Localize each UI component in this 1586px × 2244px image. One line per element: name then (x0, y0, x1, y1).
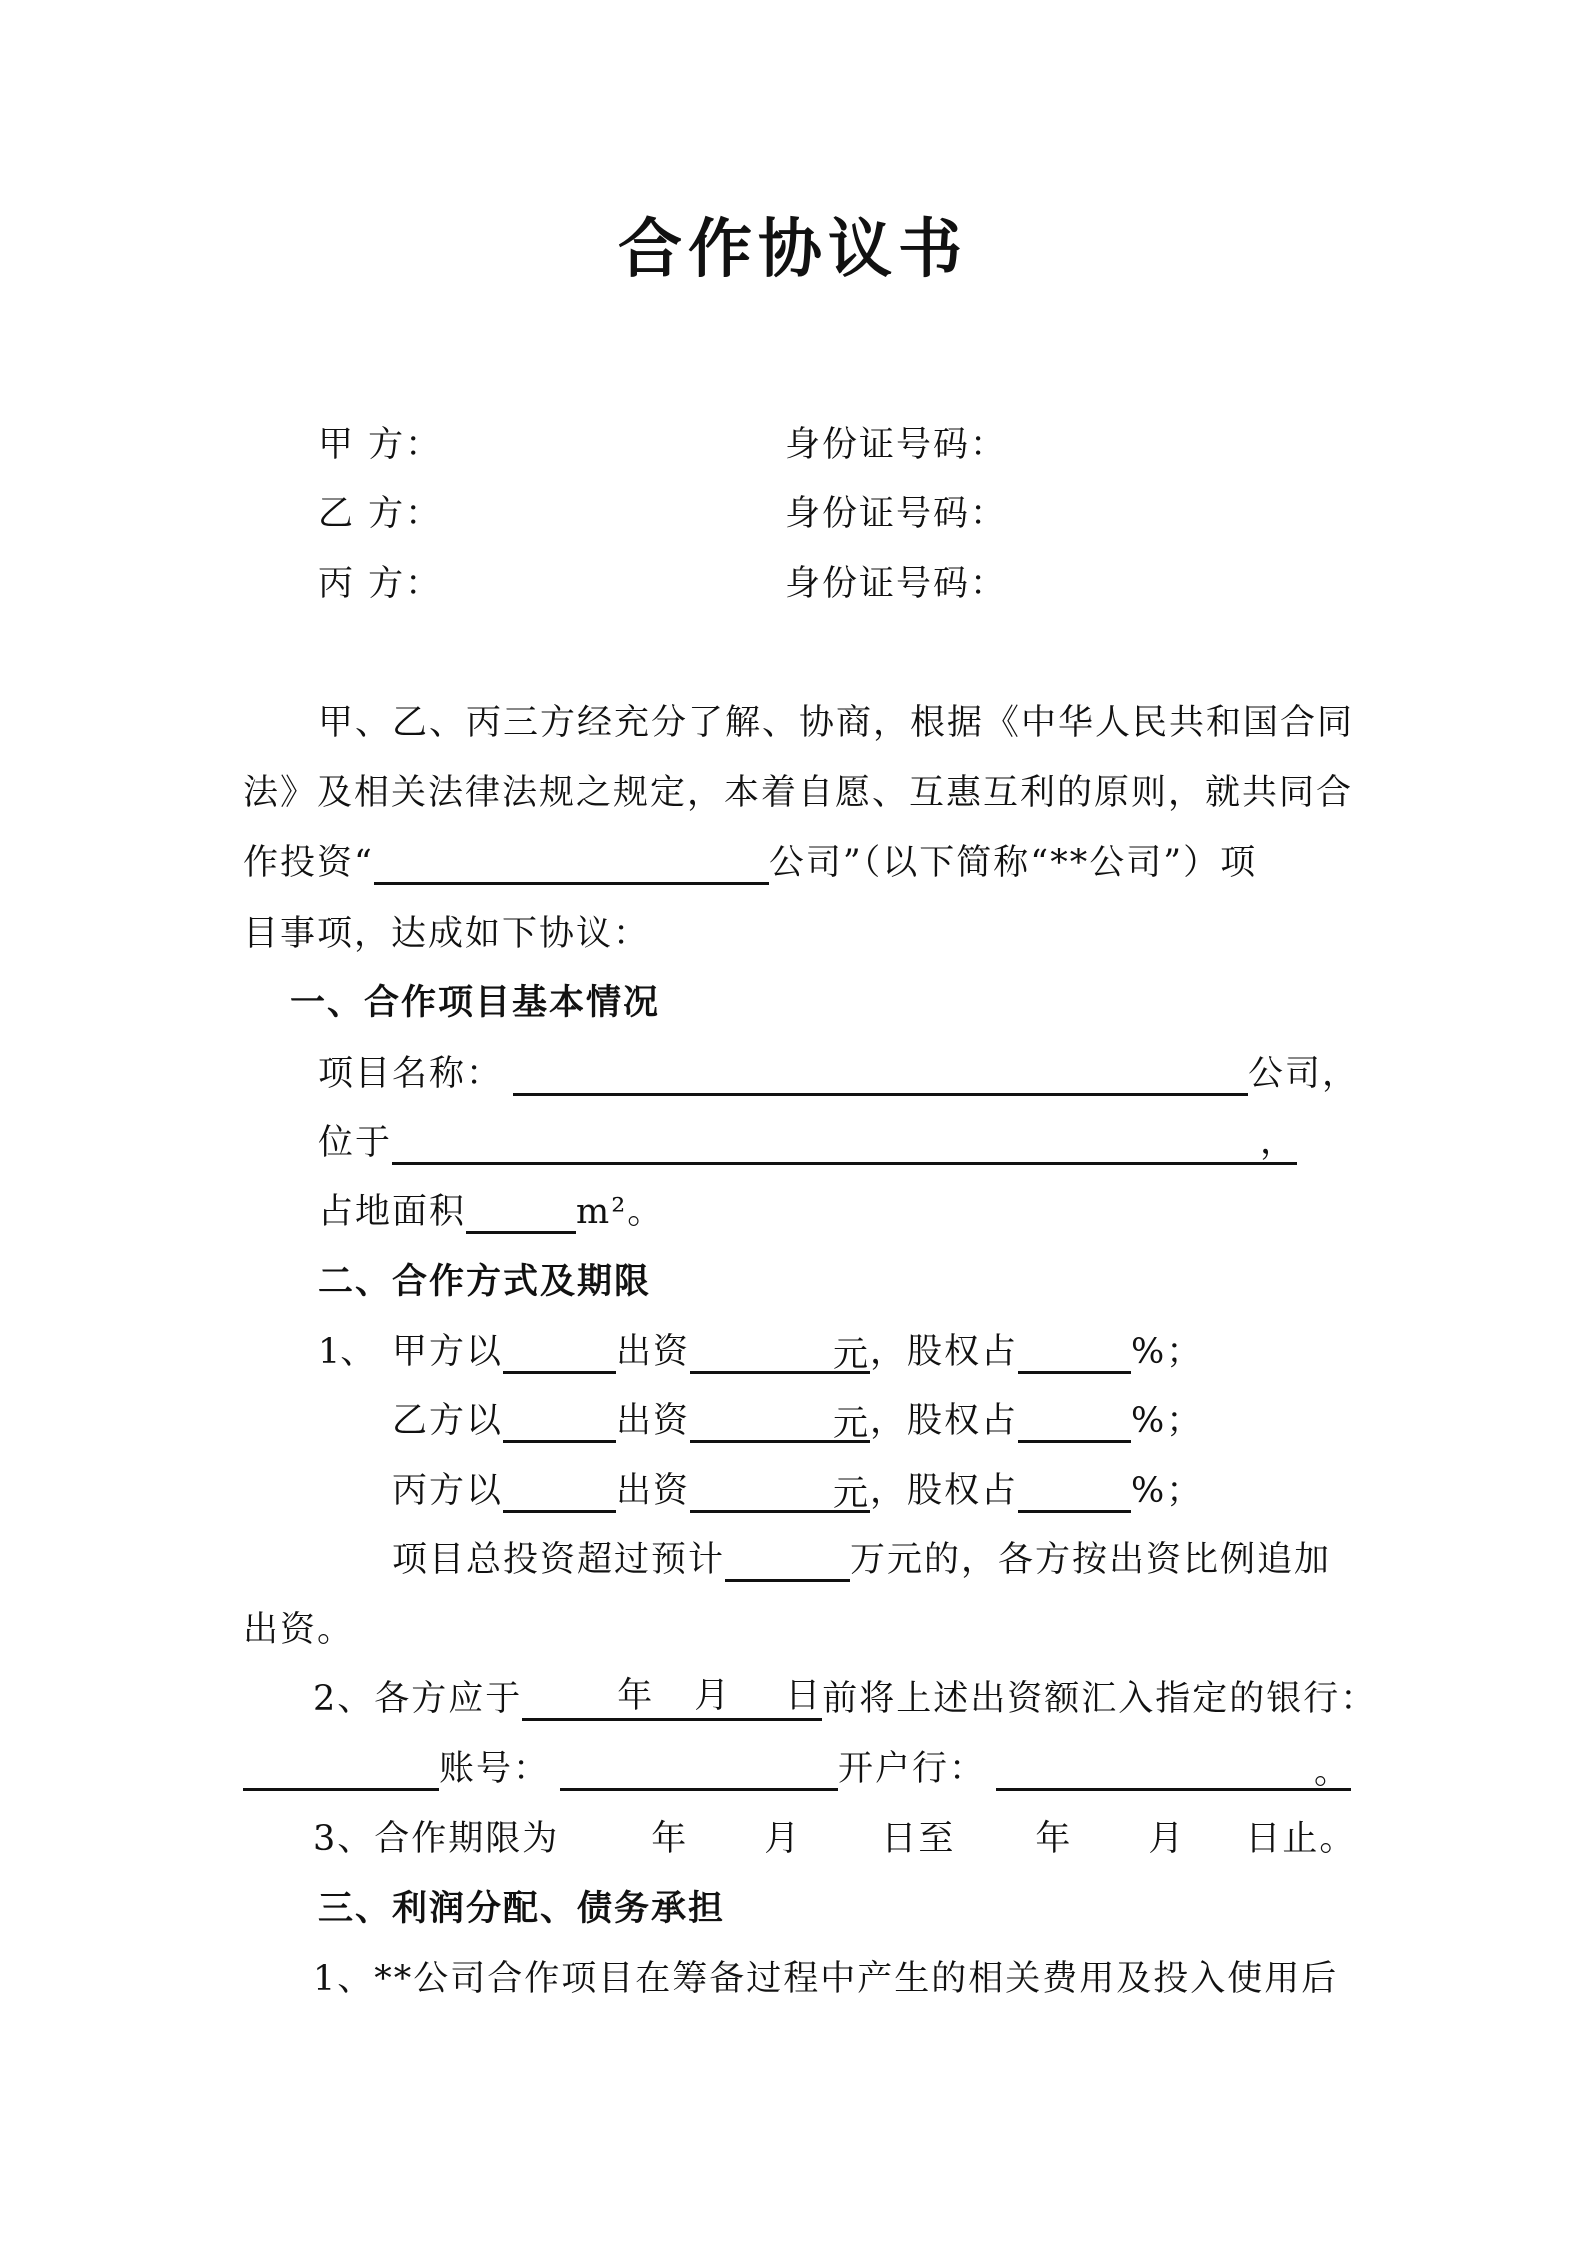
area-line (318, 1190, 664, 1234)
contribution-method-blank[interactable] (503, 1333, 616, 1374)
yuan-label: 元 (833, 1474, 871, 1514)
percent-label: %； (1131, 1471, 1204, 1511)
party-b-label: 乙 方： (318, 494, 443, 534)
term-start-month[interactable]: 月 (764, 1819, 802, 1859)
contribution-party-label: 甲方以 (392, 1332, 504, 1372)
contribution-row (392, 1330, 1203, 1374)
bank-end-mark: 。 (1314, 1752, 1352, 1792)
percent-label: %； (1131, 1401, 1204, 1441)
party-c-id-label: 身份证号码： (785, 564, 1008, 604)
overrun-amount-blank[interactable] (725, 1541, 850, 1582)
area-blank[interactable] (466, 1193, 576, 1234)
intro-line-2: 法》及相关法律法规之规定，本着自愿、互惠互利的原则，就共同合 (243, 773, 1354, 813)
bank-branch-blank[interactable] (996, 1750, 1351, 1791)
equity-blank[interactable] (1018, 1333, 1131, 1374)
section-1-heading: 一、合作项目基本情况 (290, 982, 661, 1023)
overrun-prefix: 项目总投资超过预计 (392, 1540, 726, 1580)
bank-branch-label: 开户行： (838, 1749, 987, 1789)
overrun-line (392, 1538, 1331, 1582)
term-end-year[interactable]: 年 (1035, 1819, 1073, 1859)
equity-blank[interactable] (1018, 1402, 1131, 1443)
bank-line (243, 1747, 1351, 1791)
equity-label: ，股权占 (870, 1401, 1019, 1441)
intro-line-3-suffix: 公司”（以下简称“**公司”）项 (768, 843, 1258, 883)
term-start-day[interactable]: 日至 (881, 1819, 956, 1859)
contribution-amount-blank[interactable] (690, 1472, 870, 1513)
document-title: 合作协议书 (618, 212, 968, 287)
yuan-label: 元 (833, 1335, 871, 1375)
contribution-invest-label: 出资 (616, 1471, 691, 1511)
section-2-heading: 二、合作方式及期限 (318, 1261, 652, 1302)
term-end-day[interactable]: 日止。 (1245, 1819, 1357, 1859)
month-label: 月 (694, 1676, 732, 1716)
overrun-cont: 出资。 (243, 1610, 355, 1650)
company-name-blank[interactable] (374, 844, 769, 885)
contribution-row (392, 1399, 1203, 1443)
intro-line-4: 目事项，达成如下协议： (243, 914, 651, 954)
project-name-line (318, 1052, 1359, 1096)
contribution-invest-label: 出资 (616, 1401, 691, 1441)
area-unit: m²。 (576, 1192, 665, 1232)
equity-label: ，股权占 (870, 1471, 1019, 1511)
party-a-label: 甲 方： (318, 425, 443, 465)
location-suffix: ， (1260, 1122, 1298, 1162)
party-b-id-label: 身份证号码： (785, 494, 1008, 534)
party-c-label: 丙 方： (318, 564, 443, 604)
section-3-item-1: 1、**公司合作项目在筹备过程中产生的相关费用及投入使用后 (313, 1959, 1339, 1999)
item-3-prefix: 3、合作期限为 (313, 1819, 560, 1859)
intro-line-1: 甲、乙、丙三方经充分了解、协商，根据《中华人民共和国合同 (318, 703, 1355, 743)
day-label: 日 (785, 1676, 823, 1716)
location-label: 位于 (318, 1123, 393, 1163)
item-2-line (313, 1677, 1377, 1721)
equity-blank[interactable] (1018, 1472, 1131, 1513)
item-2-prefix: 2、各方应于 (313, 1679, 523, 1719)
yuan-label: 元 (833, 1404, 871, 1444)
bank-name-blank[interactable] (243, 1750, 439, 1791)
term-start-year[interactable]: 年 (651, 1819, 689, 1859)
intro-line-3 (243, 841, 1257, 885)
contribution-invest-label: 出资 (616, 1332, 691, 1372)
overrun-suffix: 万元的，各方按出资比例追加 (850, 1540, 1332, 1580)
term-end-month[interactable]: 月 (1148, 1819, 1186, 1859)
project-name-label: 项目名称： (318, 1054, 504, 1094)
contribution-method-blank[interactable] (503, 1472, 616, 1513)
location-line (318, 1121, 1297, 1165)
party-a-id-label: 身份证号码： (785, 425, 1008, 465)
year-label: 年 (617, 1676, 655, 1716)
location-blank[interactable] (392, 1124, 1297, 1165)
section-3-heading: 三、利润分配、债务承担 (318, 1888, 726, 1929)
project-name-suffix: 公司， (1248, 1054, 1360, 1094)
deposit-date-blank[interactable] (522, 1676, 823, 1721)
account-number-blank[interactable] (560, 1750, 838, 1791)
project-name-blank[interactable] (513, 1055, 1248, 1096)
account-label: 账号： (439, 1749, 551, 1789)
percent-label: %； (1131, 1332, 1204, 1372)
item-1-number: 1、 (318, 1332, 376, 1372)
item-2-suffix: 前将上述出资额汇入指定的银行： (822, 1679, 1378, 1719)
contribution-method-blank[interactable] (503, 1402, 616, 1443)
contribution-row (392, 1469, 1203, 1513)
item-3-line (313, 1817, 1356, 1861)
area-label: 占地面积 (318, 1192, 467, 1232)
contribution-party-label: 丙方以 (392, 1471, 504, 1511)
contribution-amount-blank[interactable] (690, 1333, 870, 1374)
contribution-amount-blank[interactable] (690, 1402, 870, 1443)
contribution-party-label: 乙方以 (392, 1401, 504, 1441)
intro-line-3-prefix: 作投资“ (243, 843, 374, 883)
equity-label: ，股权占 (870, 1332, 1019, 1372)
